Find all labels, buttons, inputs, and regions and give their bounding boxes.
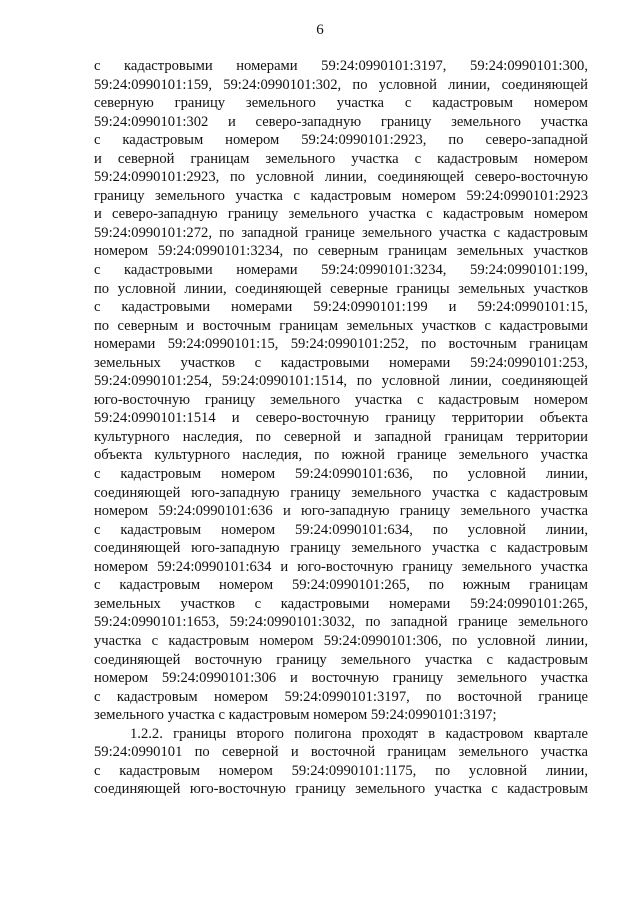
text-line: соединяющей юго-восточную границу земельного участка с кадастровым (94, 781, 588, 798)
document-body (94, 57, 588, 799)
text-line: с кадастровым номером 59:24:0990101:636, по условной линии, (94, 466, 588, 483)
text-line: с кадастровым номером 59:24:0990101:3197, по восточной границе (94, 688, 588, 705)
text-line: с кадастровым номером 59:24:0990101:2923, по северо-западной (94, 132, 588, 149)
text-line: с кадастровыми номерами 59:24:0990101:3197, 59:24:0990101:300, (94, 58, 588, 74)
text-line: северную границу земельного участка с кадастровым номером (94, 95, 588, 112)
text-line: юго-восточную границу земельного участка с кадастровым номером (94, 391, 588, 408)
text-line: и северо-западную границу земельного участка с кадастровым номером (94, 206, 588, 223)
text-line: 59:24:0990101:272, по западной границе земельного участка с кадастровым (94, 224, 588, 241)
text-line: с кадастровыми номерами 59:24:0990101:3234, 59:24:0990101:199, (94, 262, 588, 279)
text-line: с кадастровыми номерами 59:24:0990101:199 и 59:24:0990101:15, (94, 299, 588, 316)
text-line: 59:24:0990101 по северной и восточной границам земельного участка (94, 744, 588, 761)
text-line: по условной линии, соединяющей северные границы земельных участков (94, 280, 588, 297)
text-line: культурного наследия, по северной и западной границам территории (94, 428, 588, 445)
text-line: участка с кадастровым номером 59:24:0990101:306, по условной линии, (94, 632, 588, 649)
text-line: номером 59:24:0990101:634 и юго-восточную границу земельного участка (94, 558, 588, 575)
text-line: номером 59:24:0990101:3234, по северным границам земельных участков (94, 243, 588, 260)
text-line: границу земельного участка с кадастровым номером 59:24:0990101:2923 (94, 187, 588, 204)
text-line: соединяющей юго-западную границу земельного участка с кадастровым (94, 540, 588, 557)
text-line: объекта культурного наследия, по южной границе земельного участка (94, 447, 588, 464)
text-line: 59:24:0990101:2923, по условной линии, соединяющей северо-восточную (94, 169, 588, 186)
text-line: номером 59:24:0990101:636 и юго-западную границу земельного участка (94, 503, 588, 520)
text-line: земельного участка с кадастровым номером 59:24:0990101:3197; (94, 707, 497, 724)
text-line: номером 59:24:0990101:306 и восточную границу земельного участка (94, 670, 588, 687)
text-line: 59:24:0990101:1514 и северо-восточную границу территории объекта (94, 410, 588, 427)
page-number: 6 (316, 22, 324, 38)
text-line: соединяющей восточную границу земельного участка с кадастровым (94, 651, 588, 668)
text-line: с кадастровым номером 59:24:0990101:634, по условной линии, (94, 521, 588, 538)
text-line: соединяющей юго-западную границу земельного участка с кадастровым (94, 484, 588, 501)
text-line: с кадастровым номером 59:24:0990101:265, по южным границам (94, 577, 588, 594)
text-line: номерами 59:24:0990101:15, 59:24:0990101:252, по восточным границам (94, 336, 588, 353)
text-line: и северной границам земельного участка с кадастровым номером (94, 150, 588, 167)
text-line: по северным и восточным границам земельных участков с кадастровыми (94, 317, 588, 334)
text-line: 59:24:0990101:254, 59:24:0990101:1514, по условной линии, соединяющей (94, 373, 588, 390)
text-line: с кадастровым номером 59:24:0990101:1175, по условной линии, (94, 762, 588, 779)
text-line: земельных участков с кадастровыми номерами 59:24:0990101:253, (94, 354, 588, 371)
text-line: 59:24:0990101:302 и северо-западную границу земельного участка (94, 113, 588, 130)
text-line: земельных участков с кадастровыми номерами 59:24:0990101:265, (94, 595, 588, 612)
text-line: 1.2.2. границы второго полигона проходят в кадастровом квартале (130, 725, 588, 742)
text-line: 59:24:0990101:1653, 59:24:0990101:3032, по западной границе земельного (94, 614, 588, 631)
text-line: 59:24:0990101:159, 59:24:0990101:302, по условной линии, соединяющей (94, 76, 588, 93)
